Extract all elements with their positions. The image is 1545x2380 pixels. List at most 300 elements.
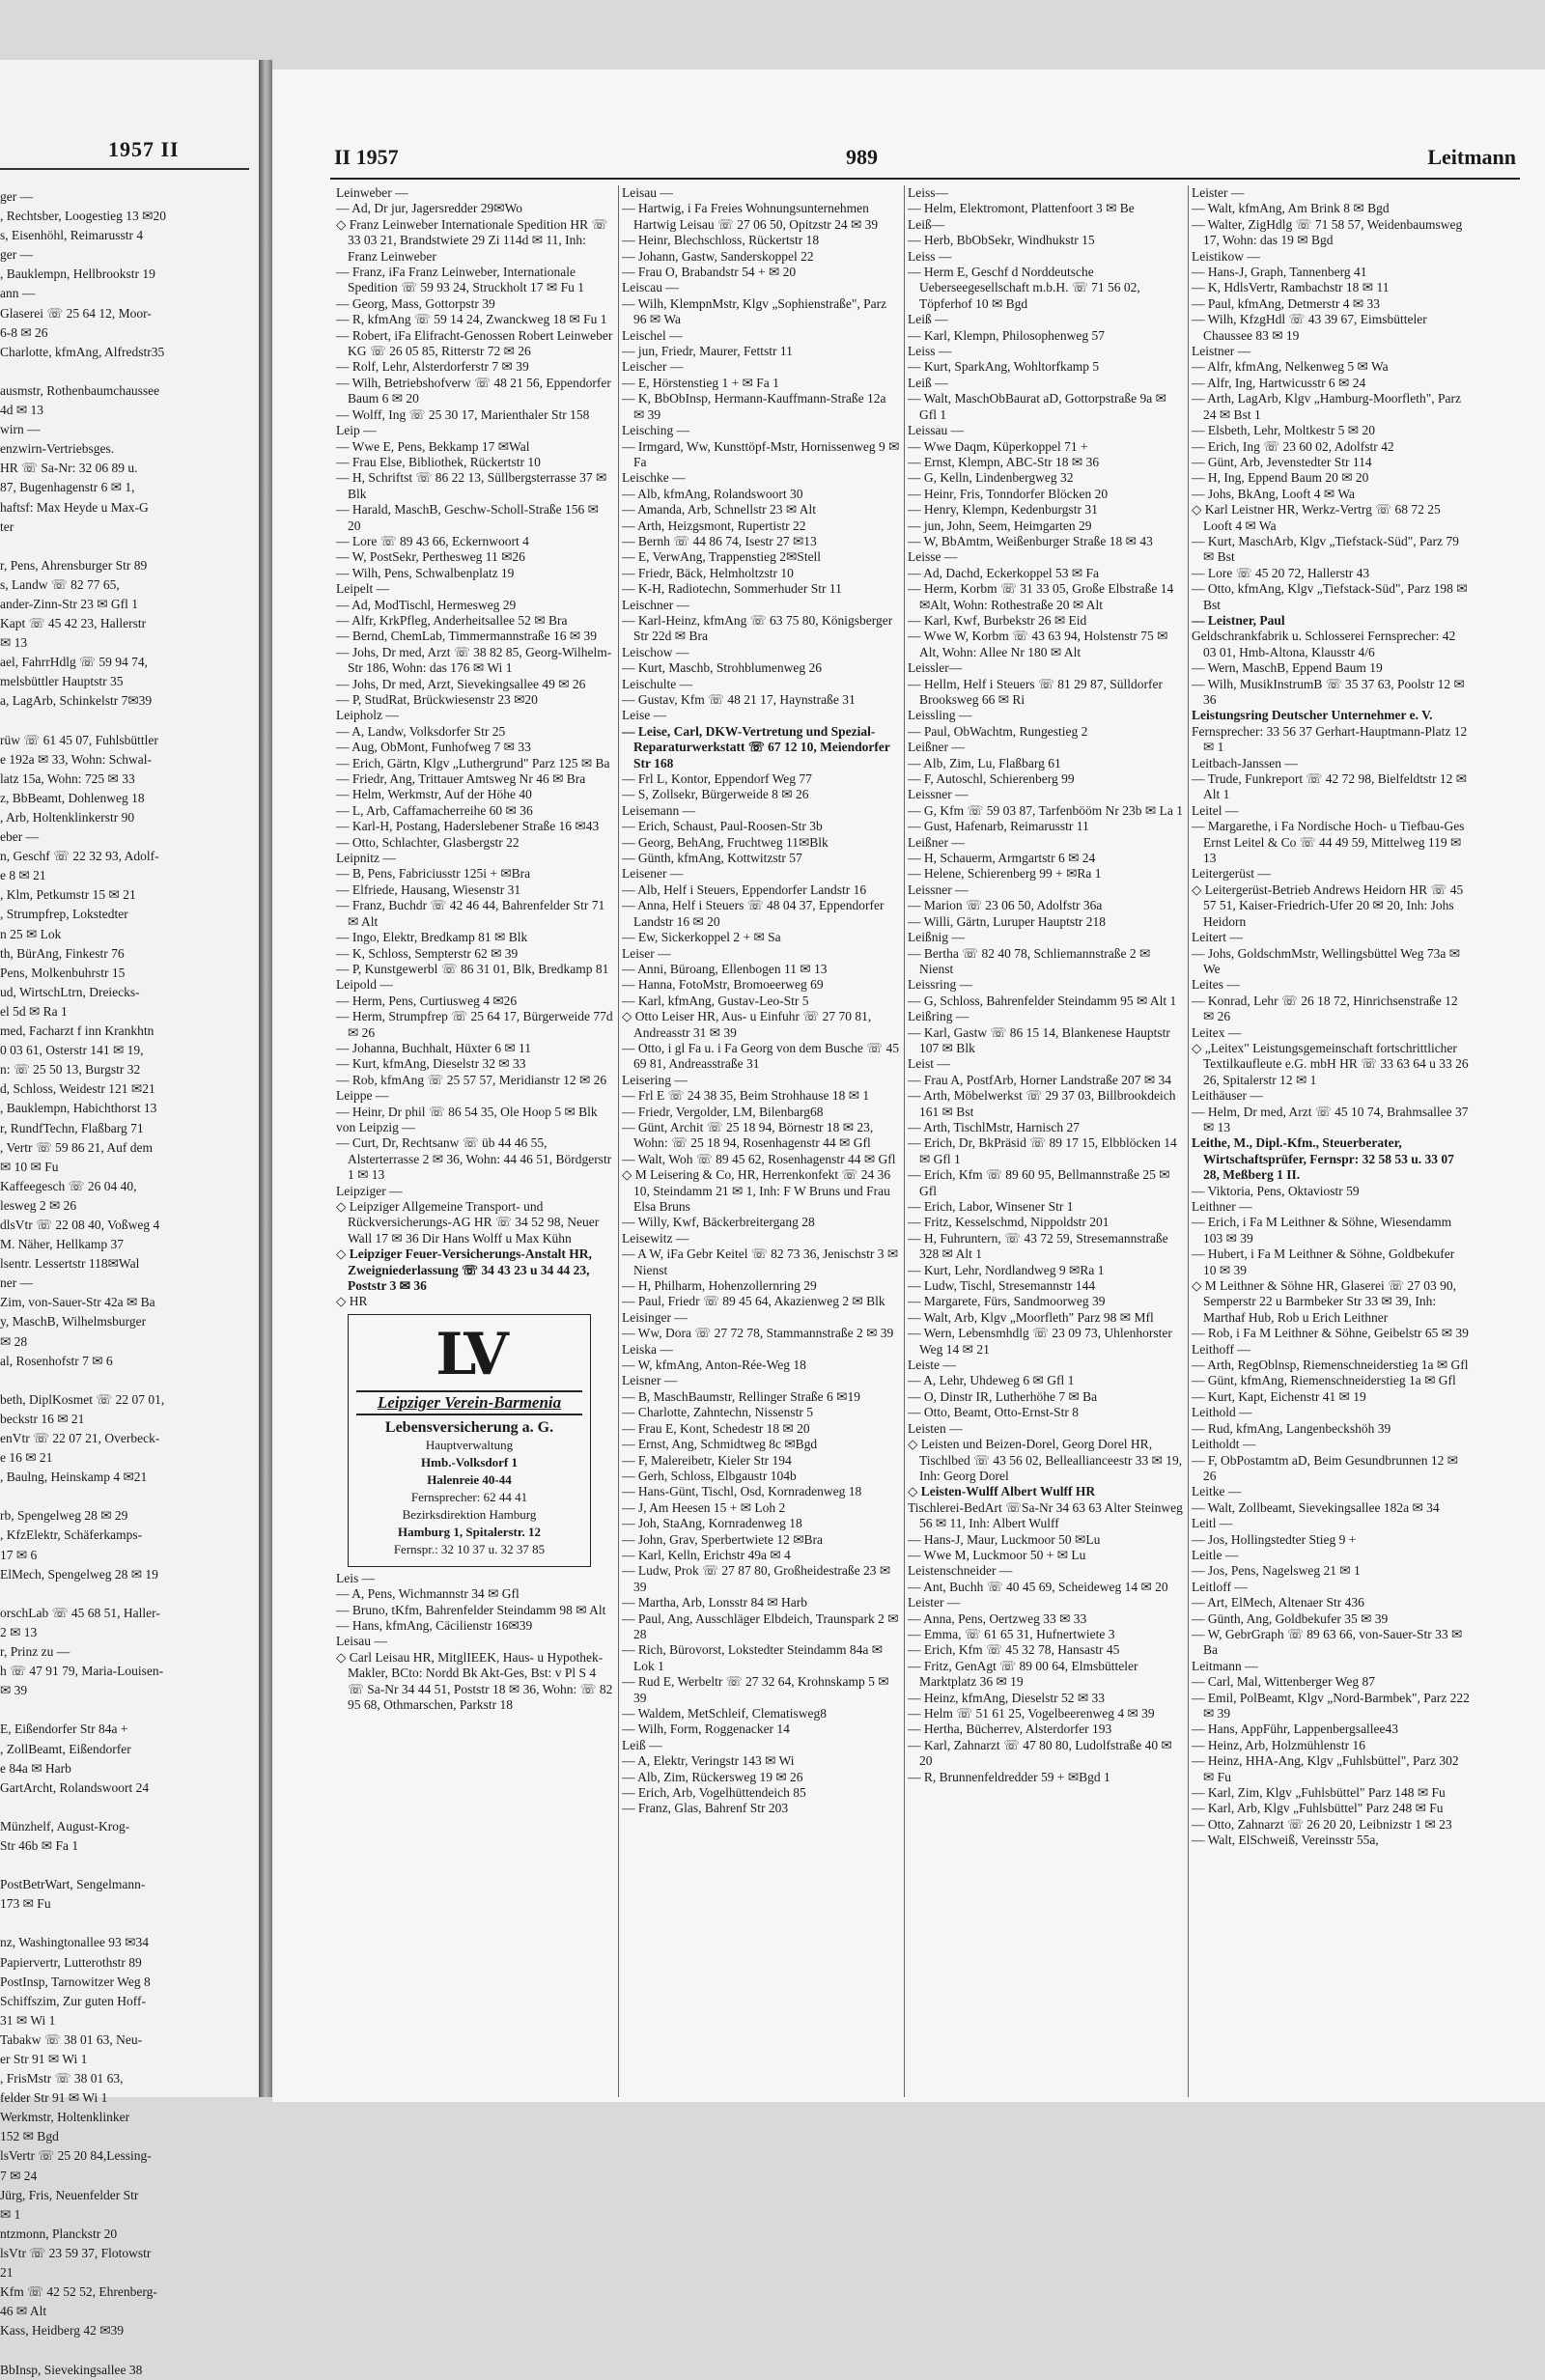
header-year: II 1957	[334, 145, 399, 169]
left-page-line: Charlotte, kfmAng, Alfredstr35	[0, 344, 165, 359]
directory-entry: — Walt, ElSchweiß, Vereinsstr 55a,	[1192, 1833, 1379, 1848]
left-page-line: Kass, Heidberg 42 ✉39	[0, 2323, 125, 2338]
ad-subtitle: Lebensversicherung a. G.	[384, 1418, 554, 1436]
directory-entry: — Paul, kfmAng, Detmerstr 4 ✉ 33	[1192, 295, 1381, 311]
left-page-text	[0, 187, 253, 2380]
directory-entry: — Frau E, Kont, Schedestr 18 ✉ 20	[622, 1420, 810, 1436]
directory-entry: — P, Kunstgewerbl ☏ 86 31 01, Blk, Bredkamp 81	[336, 961, 609, 976]
ad-hq-phone: Fernsprecher: 62 44 41	[410, 1489, 528, 1504]
directory-entry: — K-H, Radiotechn, Sommerhuder Str 11	[622, 581, 842, 597]
directory-entry: — A W, iFa Gebr Keitel ☏ 82 73 36, Jenischstr 3 ✉ Nienst	[622, 1246, 899, 1277]
directory-entry: Leisewitz —	[622, 1230, 689, 1246]
directory-entry: — Wilh, Form, Roggenacker 14	[622, 1722, 790, 1737]
directory-entry: Leischner —	[622, 597, 690, 612]
left-page-line: Zim, von-Sauer-Str 42a ✉ Ba	[0, 1295, 155, 1310]
directory-entry: — Wwe M, Luckmoor 50 + ✉ Lu	[908, 1547, 1086, 1562]
directory-entry: — Ludw, Prok ☏ 27 87 80, Großheidestraße 23 ✉ 39	[622, 1563, 891, 1594]
directory-entry: — Hans-J, Graph, Tannenberg 41	[1192, 265, 1367, 280]
directory-entry: — Johs, Dr med, Arzt, Sievekingsallee 49 ✉ 26	[336, 676, 586, 691]
left-page-line: , KfzElektr, Schäferkamps-	[0, 1527, 143, 1543]
directory-entry: Leisten —	[908, 1420, 963, 1436]
directory-entry: Tischlerei-BedArt ☏Sa-Nr 34 63 63 Alter Steinweg 56 ✉ 11, Inh: Albert Wulff	[908, 1499, 1183, 1531]
directory-entry: — L, Arb, Caffamacherreihe 60 ✉ 36	[336, 802, 533, 818]
directory-entry: Leißring —	[908, 1009, 969, 1024]
directory-entry: — Leistner, Paul	[1192, 612, 1285, 628]
directory-entry: — Aug, ObMont, Funhofweg 7 ✉ 33	[336, 740, 531, 755]
directory-entry: — Frau O, Brabandstr 54 + ✉ 20	[622, 265, 797, 280]
header-rule	[330, 178, 1520, 180]
directory-entry: Leister —	[908, 1595, 961, 1610]
left-page-line: HR ☏ Sa-Nr: 32 06 89 u.	[0, 461, 138, 476]
directory-entry: — Günth, kfmAng, Kottwitzstr 57	[622, 851, 802, 866]
directory-entry: — F, ObPostamtm aD, Beim Gesundbrunnen 12 ✉ 26	[1192, 1452, 1459, 1483]
directory-entry: — Trude, Funkreport ☏ 42 72 98, Bielfeldtstr 12 ✉ Alt 1	[1192, 771, 1468, 802]
directory-entry: Leites —	[1192, 977, 1240, 993]
directory-entry: ◇ „Leitex" Leistungsgemeinschaft fortschrittlicher Textilkaufleute e.G. mbH HR ☏ 33 63 64 u 33 26 26, Spitalerstr 12 ✉ 1	[1192, 1040, 1469, 1087]
directory-entry: — jun, John, Seem, Heimgarten 29	[908, 518, 1092, 533]
ad-hq-city: Hmb.-Volksdorf 1	[421, 1454, 518, 1470]
page-header	[334, 145, 1516, 178]
directory-entry: Leithäuser —	[1192, 1088, 1263, 1104]
directory-entry: — Paul, Ang, Ausschläger Elbdeich, Traunspark 2 ✉ 28	[622, 1610, 899, 1641]
left-page-line: th, BürAng, Finkestr 76	[0, 945, 125, 961]
directory-entry: — A, Pens, Wichmannstr 34 ✉ Gfl	[336, 1586, 520, 1602]
directory-entry: Leiß —	[908, 312, 948, 327]
directory-entry: — Alb, Helf i Steuers, Eppendorfer Landstr 16	[622, 882, 867, 897]
directory-entry: — Frau A, PostfArb, Horner Landstraße 207 ✉ 34	[908, 1072, 1172, 1087]
left-page-line	[0, 1914, 253, 1933]
directory-entry: — Paul, Friedr ☏ 89 45 64, Akazienweg 2 ✉ Blk	[622, 1294, 885, 1309]
directory-entry: — Ernst, Klempn, ABC-Str 18 ✉ 36	[908, 454, 1100, 469]
directory-entry: Leisner —	[622, 1373, 678, 1388]
left-page-line: 46 ✉ Alt	[0, 2304, 47, 2319]
directory-entry: — Curt, Dr, Rechtsanw ☏ üb 44 46 55, Alsterterrasse 2 ✉ 36, Wohn: 44 46 51, Bördgerstr 1 ✉ 13	[336, 1135, 612, 1183]
left-page-line: melsbüttler Hauptstr 35	[0, 674, 124, 689]
left-page-line: lsentr. Lessertstr 118✉Wal	[0, 1256, 140, 1272]
directory-entry: — Wilh, Pens, Schwalbenplatz 19	[336, 565, 515, 580]
directory-entry: von Leipzig —	[336, 1119, 415, 1134]
directory-entry: — Karl-H, Postang, Haderslebener Straße 16 ✉43	[336, 819, 600, 834]
left-page-line: ael, FahrrHdlg ☏ 59 94 74,	[0, 655, 148, 670]
left-page-line: y, MaschB, Wilhelmsburger	[0, 1314, 147, 1330]
left-page-line: latz 15a, Wohn: 725 ✉ 33	[0, 770, 135, 786]
directory-entry: Fernsprecher: 33 56 37 Gerhart-Hauptmann-Platz 12 ✉ 1	[1192, 723, 1468, 755]
directory-entry: — Günt, Archit ☏ 25 18 94, Börnestr 18 ✉ 23, Wohn: ☏ 25 18 94, Rosenhagenstr 44 ✉ Gfl	[622, 1119, 874, 1151]
left-page-line: enVtr ☏ 22 07 21, Overbeck-	[0, 1431, 160, 1445]
directory-entry: — Karl, Zahnarzt ☏ 47 80 80, Ludolfstraße 40 ✉ 20	[908, 1737, 1172, 1769]
directory-entry: — Arth, Möbelwerkst ☏ 29 37 03, Billbrookdeich 161 ✉ Bst	[908, 1088, 1176, 1119]
directory-entry: — Kurt, Lehr, Nordlandweg 9 ✉Ra 1	[908, 1262, 1105, 1277]
directory-entry: — Alfr, kfmAng, Nelkenweg 5 ✉ Wa	[1192, 359, 1389, 375]
left-page-line	[0, 362, 253, 381]
directory-entry: Leißner —	[908, 740, 965, 755]
left-page-line: PostBetrWart, Sengelmann-	[0, 1877, 146, 1892]
directory-entry: — Arth, LagArb, Klgv „Hamburg-Moorfleth", Parz 24 ✉ Bst 1	[1192, 391, 1461, 422]
directory-entry: — Hanna, FotoMstr, Bromoeerweg 69	[622, 977, 824, 993]
directory-entry: Leister —	[1192, 185, 1245, 200]
directory-column-3	[908, 185, 1186, 2097]
directory-entry: — Anna, Helf i Steuers ☏ 48 04 37, Eppendorfer Landstr 16 ✉ 20	[622, 898, 885, 929]
directory-entry: — Heinr, Fris, Tonndorfer Blöcken 20	[908, 486, 1109, 501]
insurance-advertisement	[348, 1314, 591, 1567]
left-page-line: ✉ 39	[0, 1683, 28, 1698]
directory-entry: Leis —	[336, 1570, 376, 1585]
left-page-header: 1957 II	[108, 137, 180, 161]
directory-entry: Leise —	[622, 708, 667, 723]
directory-entry: — Wern, Lebensmhdlg ☏ 23 09 73, Uhlenhorster Weg 14 ✉ 21	[908, 1326, 1172, 1357]
left-page-line	[0, 1584, 253, 1604]
left-page-line: Kfm ☏ 42 52 52, Ehrenberg-	[0, 2284, 157, 2300]
directory-entry: — Erich, i Fa M Leithner & Söhne, Wiesendamm 103 ✉ 39	[1192, 1215, 1452, 1246]
directory-entry: — Wern, MaschB, Eppend Baum 19	[1192, 660, 1383, 676]
left-page-line: ger —	[0, 189, 34, 204]
left-page-line: n, Geschf ☏ 22 32 93, Adolf-	[0, 849, 159, 864]
directory-entry: Leisau —	[622, 185, 673, 200]
directory-entry: — Rud, kfmAng, Langenbeckshöh 39	[1192, 1420, 1391, 1436]
directory-entry: — Johann, Gastw, Sanderskoppel 22	[622, 248, 814, 264]
directory-entry: Leitex —	[1192, 1024, 1242, 1040]
directory-entry: Leitke —	[1192, 1484, 1242, 1499]
directory-entry: — Johs, GoldschmMstr, Wellingsbüttel Weg 73a ✉ We	[1192, 945, 1461, 976]
left-page-line: PostInsp, Tarnowitzer Weg 8	[0, 1974, 151, 1989]
left-page-line: d, Schloss, Weidestr 121 ✉21	[0, 1081, 155, 1097]
left-page-line: e 192a ✉ 33, Wohn: Schwal-	[0, 751, 152, 767]
directory-entry: — Harald, MaschB, Geschw-Scholl-Straße 156 ✉ 20	[336, 502, 599, 533]
directory-entry: — jun, Friedr, Maurer, Fettstr 11	[622, 344, 793, 359]
directory-entry: Leithold —	[1192, 1405, 1252, 1420]
left-page-line: rüw ☏ 61 45 07, Fuhlsbüttler	[0, 732, 158, 747]
directory-entry: — P, StudRat, Brückwiesenstr 23 ✉20	[336, 692, 538, 707]
left-page-line: 6-8 ✉ 26	[0, 324, 48, 340]
directory-entry: Leiß—	[908, 216, 945, 232]
directory-entry: — Heinr, Blechschloss, Rückertstr 18	[622, 233, 820, 248]
directory-entry: — Ludw, Tischl, Stresemannstr 144	[908, 1278, 1096, 1294]
directory-entry: — Walt, MaschObBaurat aD, Gottorpstraße 9a ✉ Gfl 1	[908, 391, 1166, 422]
lv-logo-icon: LV	[435, 1320, 503, 1388]
directory-entry: — S, Zollsekr, Bürgerweide 8 ✉ 26	[622, 787, 809, 802]
directory-entry: — Hans, AppFühr, Lappenbergsallee43	[1192, 1722, 1399, 1737]
directory-entry: Leistungsring Deutscher Unternehmer e. V.	[1192, 708, 1433, 723]
directory-entry: — Herm, Pens, Curtiusweg 4 ✉26	[336, 993, 518, 1008]
directory-entry: Leipziger —	[336, 1183, 403, 1198]
directory-entry: — Lore ☏ 89 43 66, Eckernwoort 4	[336, 533, 529, 548]
left-page-line	[0, 1487, 253, 1506]
directory-entry: — Otto, i gl Fa u. i Fa Georg von dem Busche ☏ 45 69 81, Andreasstraße 31	[622, 1040, 899, 1072]
left-page-line: el 5d ✉ Ra 1	[0, 1003, 68, 1019]
directory-entry: — Arth, TischlMstr, Harnisch 27	[908, 1119, 1080, 1134]
directory-entry: — Johanna, Buchhalt, Hüxter 6 ✉ 11	[336, 1040, 532, 1055]
left-page-line: , ZollBeamt, Eißendorfer	[0, 1741, 131, 1756]
left-page-line: beckstr 16 ✉ 21	[0, 1411, 85, 1426]
directory-entry: — Gerh, Schloss, Elbgaustr 104b	[622, 1468, 797, 1483]
directory-entry: — B, Pens, Fabriciusstr 125i + ✉Bra	[336, 866, 531, 882]
left-page-line: 21	[0, 2265, 14, 2281]
directory-entry: Leischer —	[622, 359, 684, 375]
directory-entry: ◇ Karl Leistner HR, Werkz-Vertrg ☏ 68 72 25 Looft 4 ✉ Wa	[1192, 502, 1441, 533]
left-page-line: ✉ 10 ✉ Fu	[0, 1159, 59, 1174]
directory-entry: Leisemann —	[622, 802, 696, 818]
directory-entry: ◇ Franz Leinweber Internationale Spedition HR ☏ 33 03 21, Brandstwiete 29 Zi 114d ✉ 11, Inh: Franz Leinweber	[336, 216, 608, 264]
directory-entry: — Wilh, Betriebshofverw ☏ 48 21 56, Eppendorfer Baum 6 ✉ 20	[336, 375, 611, 406]
left-page-line: ner —	[0, 1275, 34, 1291]
directory-entry: — Franz, Buchdr ☏ 42 46 44, Bahrenfelder Str 71 ✉ Alt	[336, 898, 605, 929]
directory-entry: — Viktoria, Pens, Oktaviostr 59	[1192, 1183, 1360, 1198]
directory-entry: — Arth, Heizgsmont, Rupertistr 22	[622, 518, 806, 533]
left-page-line: 0 03 61, Osterstr 141 ✉ 19,	[0, 1043, 144, 1058]
directory-entry: Leischke —	[622, 470, 686, 486]
left-page-line: n: ☏ 25 50 13, Burgstr 32	[0, 1062, 141, 1078]
directory-entry: — Helm, Elektromont, Plattenfoort 3 ✉ Be	[908, 201, 1135, 216]
directory-entry: — Henry, Klempn, Kedenburgstr 31	[908, 502, 1098, 518]
directory-entry: ◇ Leisten und Beizen-Dorel, Georg Dorel HR, Tischlbed ☏ 43 56 02, Belleallianceestr 33 ✉ 19, Inh: Georg Dorel	[908, 1437, 1183, 1483]
directory-entry: Leithe, M., Dipl.-Kfm., Steuerberater, Wirtschaftsprüfer, Fernspr: 32 58 53 u. 33 07 28, Meßberg 1 II.	[1192, 1135, 1454, 1183]
directory-entry: — Otto, kfmAng, Klgv „Tiefstack-Süd", Parz 198 ✉ Bst	[1192, 581, 1468, 612]
directory-entry: — Helm, Werkmstr, Auf der Höhe 40	[336, 787, 532, 802]
directory-entry: — Elsbeth, Lehr, Moltkestr 5 ✉ 20	[1192, 423, 1375, 438]
left-page-line: ntzmonn, Planckstr 20	[0, 2226, 118, 2241]
left-page-line: , Klm, Petkumstr 15 ✉ 21	[0, 887, 136, 903]
directory-entry: Leitholdt —	[1192, 1437, 1256, 1452]
directory-entry: Leistikow —	[1192, 248, 1260, 264]
directory-entry: — Otto, Zahnarzt ☏ 26 20 20, Leibnizstr 1 ✉ 23	[1192, 1816, 1452, 1832]
directory-entry: — A, Lehr, Uhdeweg 6 ✉ Gfl 1	[908, 1373, 1075, 1388]
directory-entry: Leiser —	[622, 945, 671, 961]
left-page-line: r, Pens, Ahrensburger Str 89	[0, 557, 148, 573]
left-page-line: s, Landw ☏ 82 77 65,	[0, 576, 120, 592]
left-page-line: , Arb, Holtenklinkerstr 90	[0, 810, 135, 825]
left-page-line: , Bauklempn, Hellbrookstr 19	[0, 266, 155, 282]
directory-entry: — Karl, Zim, Klgv „Fuhlsbüttel" Parz 148 ✉ Fu	[1192, 1785, 1446, 1801]
directory-entry: Leipnitz —	[336, 851, 396, 866]
left-page-line: , Baulng, Heinskamp 4 ✉21	[0, 1470, 148, 1485]
left-page-line: 87, Bugenhagenstr 6 ✉ 1,	[0, 480, 135, 495]
directory-entry: Leissring —	[908, 977, 973, 993]
directory-entry: Leiss—	[908, 185, 948, 200]
directory-entry: — G, Kelln, Lindenbergweg 32	[908, 470, 1074, 486]
directory-entry: ◇ Leitergerüst-Betrieb Andrews Heidorn HR ☏ 45 57 51, Kaiser-Friedrich-Ufer 20 ✉ 20, Inh: Johs Heidorn	[1192, 882, 1464, 929]
directory-entry: — Günth, Ang, Goldbekufer 35 ✉ 39	[1192, 1610, 1389, 1626]
directory-entry: Leitl —	[1192, 1516, 1233, 1531]
directory-entry: — Herm, Korbm ☏ 31 33 05, Große Elbstraße 14 ✉Alt, Wohn: Rothestraße 20 ✉ Alt	[908, 581, 1174, 612]
directory-entry: Leitergerüst —	[1192, 866, 1271, 882]
directory-entry: Leistner —	[1192, 344, 1251, 359]
directory-entry: — Friedr, Ang, Trittauer Amtsweg Nr 46 ✉ Bra	[336, 771, 586, 787]
left-page-line: rb, Spengelweg 28 ✉ 29	[0, 1508, 128, 1524]
directory-entry: — Herm, Strumpfrep ☏ 25 64 17, Bürgerweide 77d ✉ 26	[336, 1009, 613, 1040]
left-page-line: Str 46b ✉ Fa 1	[0, 1837, 79, 1853]
directory-entry: — Kurt, Kapt, Eichenstr 41 ✉ 19	[1192, 1388, 1366, 1404]
directory-entry: — Anni, Büroang, Ellenbogen 11 ✉ 13	[622, 961, 828, 976]
left-page-line: ger —	[0, 247, 34, 263]
left-page-line: lsVertr ☏ 25 20 84,Lessing-	[0, 2148, 152, 2164]
directory-entry: ◇ Leipziger Allgemeine Transport- und Rückversicherungs-AG HR ☏ 34 52 98, Neuer Wall 17 ✉ 36 Dir Hans Wolff u Max Kühn	[336, 1199, 600, 1246]
left-page-line	[0, 1798, 253, 1817]
left-page-line: s, Eisenhöhl, Reimarusstr 4	[0, 228, 144, 243]
left-page-line: ud, WirtschLtrn, Dreiecks-	[0, 984, 140, 999]
directory-entry: — Karl, Kelln, Erichstr 49a ✉ 4	[622, 1547, 791, 1562]
left-page-line: 152 ✉ Bgd	[0, 2129, 59, 2144]
directory-entry: Leipold —	[336, 977, 393, 993]
directory-entry: — Wolff, Ing ☏ 25 30 17, Marienthaler Str 158	[336, 406, 590, 422]
directory-entry: — Günt, Arb, Jevenstedter Str 114	[1192, 454, 1372, 469]
directory-entry: Leissau —	[908, 423, 965, 438]
directory-entry: Leithoff —	[1192, 1341, 1250, 1357]
left-page-line: h ☏ 47 91 79, Maria-Louisen-	[0, 1664, 164, 1679]
left-page-line: e 84a ✉ Harb	[0, 1760, 71, 1776]
directory-entry: — Kurt, SparkAng, Wohltorfkamp 5	[908, 359, 1100, 375]
directory-entry: — Walter, ZigHdlg ☏ 71 58 57, Weidenbaumsweg 17, Wohn: das 19 ✉ Bgd	[1192, 216, 1463, 248]
directory-entry: — Wilh, KlempnMstr, Klgv „Sophienstraße", Parz 96 ✉ Wa	[622, 295, 887, 327]
directory-entry: Leitbach-Janssen —	[1192, 755, 1298, 770]
directory-entry: — Fritz, Kesselschmd, Nippoldstr 201	[908, 1215, 1110, 1230]
directory-entry: — Walt, Zollbeamt, Sievekingsallee 182a ✉ 34	[1192, 1499, 1440, 1515]
directory-entry: — Emma, ☏ 61 65 31, Hufnertwiete 3	[908, 1626, 1115, 1641]
directory-entry: — Heinz, HHA-Ang, Klgv „Fuhlsbüttel", Parz 302 ✉ Fu	[1192, 1753, 1459, 1784]
left-page-line: er Str 91 ✉ Wi 1	[0, 2052, 88, 2066]
directory-entry: ◇ M Leisering & Co, HR, Herrenkonfekt ☏ 24 36 10, Steindamm 21 ✉ 1, Inh: F W Bruns und Frau Elsa Bruns	[622, 1167, 891, 1214]
left-page-line: M. Näher, Hellkamp 37	[0, 1237, 125, 1252]
directory-column-2	[622, 185, 900, 2097]
directory-entry: Leissler—	[908, 660, 963, 676]
directory-entry: Leiss —	[908, 344, 952, 359]
directory-entry: — R, kfmAng ☏ 59 14 24, Zwanckweg 18 ✉ Fu 1	[336, 312, 607, 327]
directory-entry: — Frl L, Kontor, Eppendorf Weg 77	[622, 771, 812, 787]
directory-entry: — Margarethe, i Fa Nordische Hoch- u Tiefbau-Ges Ernst Leitel & Co ☏ 44 49 59, Mittelweg 119 ✉ 13	[1192, 819, 1465, 866]
left-page-line: , Strumpfrep, Lokstedter	[0, 907, 128, 922]
directory-entry: — Bruno, tKfm, Bahrenfelder Steindamm 98 ✉ Alt	[336, 1602, 606, 1617]
directory-entry: — Gustav, Kfm ☏ 48 21 17, Haynstraße 31	[622, 692, 856, 707]
left-page-line: felder Str 91 ✉ Wi 1	[0, 2090, 108, 2106]
column-divider	[904, 185, 905, 2097]
directory-entry: — A, Elektr, Veringstr 143 ✉ Wi	[622, 1753, 795, 1769]
directory-entry: — Paul, ObWachtm, Rungestieg 2	[908, 723, 1088, 739]
directory-entry: — Wilh, MusikInstrumB ☏ 35 37 63, Poolstr 12 ✉ 36	[1192, 676, 1465, 707]
directory-entry: ◇ Otto Leiser HR, Aus- u Einfuhr ☏ 27 70 81, Andreasstr 31 ✉ 39	[622, 1009, 872, 1040]
directory-entry: — Karl, Klempn, Philosophenweg 57	[908, 327, 1105, 343]
left-page-line: 4d ✉ 13	[0, 403, 44, 418]
ad-dir-label: Bezirksdirektion Hamburg	[402, 1506, 537, 1522]
directory-entry: — Erich, Kfm ☏ 89 60 95, Bellmannstraße 25 ✉ Gfl	[908, 1167, 1170, 1198]
directory-entry: — Joh, StaAng, Kornradenweg 18	[622, 1516, 802, 1531]
directory-entry: — Ant, Buchh ☏ 40 45 69, Scheideweg 14 ✉ 20	[908, 1579, 1168, 1594]
directory-entry: — Alfr, KrkPfleg, Anderheitsallee 52 ✉ Bra	[336, 612, 568, 628]
directory-entry: — Günt, kfmAng, Riemenschneiderstieg 1a ✉ Gfl	[1192, 1373, 1456, 1388]
book-gutter	[259, 60, 272, 2097]
directory-entry: — Kurt, Maschb, Strohblumenweg 26	[622, 660, 822, 676]
directory-entry: — K, BbObInsp, Hermann-Kauffmann-Straße 12a ✉ 39	[622, 391, 886, 422]
directory-entry: Leist —	[908, 1056, 950, 1072]
left-page-line: ✉ 28	[0, 1333, 28, 1349]
left-page-line: a, LagArb, Schinkelstr 7✉39	[0, 693, 153, 709]
directory-entry: — Hertha, Bücherrev, Alsterdorfer 193	[908, 1722, 1112, 1737]
directory-entry: — Hans, kfmAng, Cäcilienstr 16✉39	[336, 1618, 533, 1634]
left-page-line: 2 ✉ 13	[0, 1624, 38, 1639]
directory-entry: Leisching —	[622, 423, 690, 438]
left-page	[0, 60, 261, 2377]
directory-entry: — Charlotte, Zahntechn, Nissenstr 5	[622, 1405, 813, 1420]
directory-entry: Leißnig —	[908, 930, 965, 945]
directory-entry: — W, kfmAng, Anton-Rée-Weg 18	[622, 1358, 806, 1373]
ad-hq-label: Hauptverwaltung	[425, 1437, 514, 1452]
left-page-line: Schiffszim, Zur guten Hoff-	[0, 1993, 146, 2008]
directory-entry: — Heinz, Arb, Holzmühlenstr 16	[1192, 1737, 1365, 1752]
directory-entry: — Otto, Beamt, Otto-Ernst-Str 8	[908, 1405, 1079, 1420]
directory-entry: — Alb, Zim, Lu, Flaßbarg 61	[908, 755, 1061, 770]
directory-entry: Leiska —	[622, 1341, 673, 1357]
left-page-line: Papiervertr, Lutterothstr 89	[0, 1954, 142, 1970]
left-page-line: , FrisMstr ☏ 38 01 63,	[0, 2071, 124, 2086]
directory-entry: — Alb, Zim, Rückersweg 19 ✉ 26	[622, 1769, 803, 1784]
ad-marker: ◇ HR	[336, 1294, 368, 1309]
directory-entry: — Frl E ☏ 24 38 35, Beim Strohhause 18 ✉ 1	[622, 1088, 870, 1104]
directory-entry: ◇ M Leithner & Söhne HR, Glaserei ☏ 27 03 90, Semperstr 22 u Barmbeker Str 33 ✉ 39, Inh: Marthaf Hub, Rob u Erich Leithner	[1192, 1278, 1456, 1325]
directory-column-4	[1192, 185, 1470, 2097]
directory-entry: Leiß —	[908, 375, 948, 390]
directory-entry: — Wwe E, Pens, Bekkamp 17 ✉Wal	[336, 438, 530, 454]
directory-entry: — G, Schloss, Bahrenfelder Steindamm 95 ✉ Alt 1	[908, 993, 1177, 1008]
left-page-line: e 16 ✉ 21	[0, 1450, 53, 1466]
directory-entry: — Elfriede, Hausang, Wiesenstr 31	[336, 882, 521, 897]
directory-entry: — Wwe W, Korbm ☏ 43 63 94, Holstenstr 75 ✉ Alt, Wohn: Allee Nr 180 ✉ Alt	[908, 629, 1168, 659]
directory-entry: — Amanda, Arb, Schnellstr 23 ✉ Alt	[622, 502, 817, 518]
directory-entry: — Wilh, KfzgHdl ☏ 43 39 67, Eimsbütteler Chaussee 83 ✉ 19	[1192, 312, 1427, 343]
directory-entry: — G, Kfm ☏ 59 03 87, Tarfenbööm Nr 23b ✉ La 1	[908, 802, 1183, 818]
directory-entry: — Willi, Gärtn, Luruper Hauptstr 218	[908, 913, 1107, 929]
directory-entry: — Johs, BkAng, Looft 4 ✉ Wa	[1192, 486, 1355, 501]
directory-entry: Leiß —	[622, 1737, 662, 1752]
left-page-line: Jürg, Fris, Neuenfelder Str	[0, 2187, 139, 2202]
directory-entry: — Franz, iFa Franz Leinweber, Internationale Spedition ☏ 59 93 24, Struckholt 17 ✉ Fu 1	[336, 265, 584, 295]
left-page-line	[0, 1700, 253, 1720]
directory-entry: — Rich, Bürovorst, Lokstedter Steindamm 84a ✉ Lok 1	[622, 1642, 884, 1673]
directory-entry: Leißner —	[908, 834, 965, 850]
directory-entry: — W, GebrGraph ☏ 89 63 66, von-Sauer-Str 33 ✉ Ba	[1192, 1626, 1463, 1658]
left-page-line	[0, 2340, 253, 2360]
directory-entry: — Ingo, Elektr, Bredkamp 81 ✉ Blk	[336, 930, 528, 945]
directory-entry: — Wwe Daqm, Küperkoppel 71 +	[908, 438, 1088, 454]
directory-entry: — Walt, kfmAng, Am Brink 8 ✉ Bgd	[1192, 201, 1390, 216]
directory-entry: Leithner —	[1192, 1199, 1252, 1214]
right-page	[272, 70, 1545, 2102]
directory-entry: — Art, ElMech, Altenaer Str 436	[1192, 1595, 1364, 1610]
left-page-line: 31 ✉ Wi 1	[0, 2012, 56, 2028]
left-page-line	[0, 537, 253, 556]
directory-entry: — Lore ☏ 45 20 72, Hallerstr 43	[1192, 565, 1370, 580]
left-page-line: lsVtr ☏ 23 59 37, Flotowstr	[0, 2245, 152, 2260]
directory-entry: Leissner —	[908, 882, 969, 897]
directory-entry: — Otto, Schlachter, Glasbergstr 22	[336, 834, 520, 850]
directory-entry: — Leise, Carl, DKW-Vertretung und Spezial-Reparaturwerkstatt ☏ 67 12 10, Meiendorfer Str 168	[622, 723, 890, 770]
directory-entry: — Karl, Arb, Klgv „Fuhlsbüttel" Parz 248 ✉ Fu	[1192, 1801, 1444, 1816]
directory-entry: — Jos, Hollingstedter Stieg 9 +	[1192, 1531, 1357, 1547]
directory-entry: — Gust, Hafenarb, Reimarusstr 11	[908, 819, 1089, 834]
directory-entry: — Waldem, MetSchleif, Clematisweg8	[622, 1706, 827, 1721]
directory-entry: — Emil, PolBeamt, Klgv „Nord-Barmbek", Parz 222 ✉ 39	[1192, 1690, 1470, 1721]
left-page-line: z, BbBeamt, Dohlenweg 18	[0, 790, 145, 805]
page-number: 989	[846, 145, 878, 169]
directory-entry: — H, Ing, Eppend Baum 20 ✉ 20	[1192, 470, 1369, 486]
column-divider	[618, 185, 619, 2097]
directory-entry: — Carl, Mal, Wittenberger Weg 87	[1192, 1674, 1375, 1690]
directory-entry: — Karl, Gastw ☏ 86 15 14, Blankenese Hauptstr 107 ✉ Blk	[908, 1024, 1170, 1055]
directory-entry: — Friedr, Bäck, Helmholtzstr 10	[622, 565, 794, 580]
directory-entry: Leiss —	[908, 248, 952, 264]
left-page-line: med, Facharzt f inn Krankhtn	[0, 1023, 154, 1039]
directory-entry: — Georg, BehAng, Fruchtweg 11✉Blk	[622, 834, 829, 850]
left-page-line: ter	[0, 518, 14, 534]
left-page-line	[0, 1371, 253, 1390]
directory-entry: Leissner —	[908, 787, 969, 802]
